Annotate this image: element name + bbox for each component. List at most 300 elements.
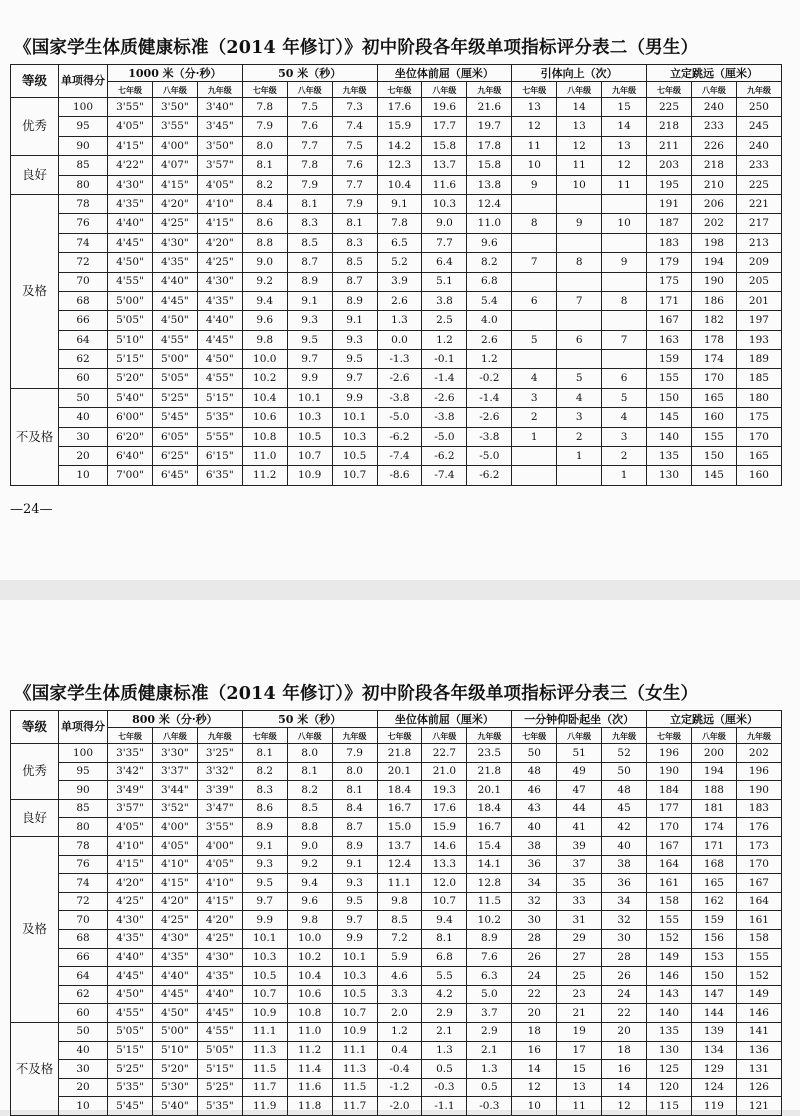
value-cell: 3'45" <box>197 117 242 136</box>
value-cell: -6.2 <box>377 427 422 446</box>
grade-year-header: 九年级 <box>736 728 781 744</box>
score-cell: 85 <box>59 799 108 818</box>
value-cell: 11.0 <box>242 447 287 466</box>
value-cell: -0.3 <box>422 1078 467 1097</box>
value-cell: 6'00" <box>108 408 153 427</box>
value-cell: -1.2 <box>377 1078 422 1097</box>
value-cell: 7'00" <box>108 466 153 485</box>
value-cell: 6'05" <box>152 427 197 446</box>
value-cell: 8 <box>602 291 647 310</box>
score-cell: 50 <box>59 1022 108 1041</box>
value-cell: 31 <box>557 911 602 930</box>
value-cell: 10.2 <box>242 369 287 388</box>
value-cell: 11.8 <box>287 1097 332 1116</box>
value-cell: 165 <box>691 388 736 407</box>
value-cell: -2.6 <box>467 408 512 427</box>
value-cell: 10 <box>512 156 557 175</box>
value-cell: 4'30" <box>152 233 197 252</box>
value-cell: 4'15" <box>152 175 197 194</box>
value-cell: 11 <box>602 175 647 194</box>
value-cell: 10.4 <box>287 967 332 986</box>
value-cell: 8.0 <box>332 762 377 781</box>
table-row <box>11 929 782 948</box>
value-cell: 3'35" <box>108 744 153 763</box>
value-cell: 5'15" <box>108 350 153 369</box>
value-cell: 188 <box>691 781 736 800</box>
table-title: 《国家学生体质健康标准（2014 年修订）》初中阶段各年级单项指标评分表二（男生） <box>14 38 699 58</box>
value-cell: 1 <box>602 466 647 485</box>
value-cell: 4'55" <box>197 369 242 388</box>
value-cell: 8.9 <box>332 836 377 855</box>
grade-year-header: 八年级 <box>557 728 602 744</box>
value-cell: 4'25" <box>108 892 153 911</box>
value-cell: 5'05" <box>108 311 153 330</box>
value-cell: 130 <box>647 466 692 485</box>
grade-year-header: 七年级 <box>242 728 287 744</box>
value-cell: -0.3 <box>467 1097 512 1116</box>
grade-label: 不及格 <box>11 388 59 485</box>
value-cell: 4'40" <box>108 948 153 967</box>
value-cell: 136 <box>736 1041 781 1060</box>
value-cell: 9.3 <box>287 311 332 330</box>
value-cell: 40 <box>512 818 557 837</box>
value-cell: 15 <box>602 98 647 117</box>
value-cell: 8.5 <box>287 233 332 252</box>
value-cell: 170 <box>691 369 736 388</box>
value-cell: 4.0 <box>467 311 512 330</box>
test-group-header: 引体向上（次） <box>512 65 647 82</box>
value-cell: 2.5 <box>422 311 467 330</box>
value-cell: 19.6 <box>422 98 467 117</box>
value-cell: 15.4 <box>467 836 512 855</box>
value-cell: 5'35" <box>197 408 242 427</box>
value-cell: 170 <box>647 818 692 837</box>
value-cell: 8.0 <box>287 744 332 763</box>
value-cell: 141 <box>736 1022 781 1041</box>
grade-year-header: 八年级 <box>422 82 467 98</box>
table-row <box>11 1004 782 1023</box>
value-cell: 5.5 <box>422 967 467 986</box>
score-cell: 90 <box>59 136 108 155</box>
table-row <box>11 408 782 427</box>
value-cell: 34 <box>512 874 557 893</box>
value-cell <box>557 194 602 213</box>
value-cell: 7.9 <box>332 744 377 763</box>
value-cell: -8.6 <box>377 466 422 485</box>
value-cell: -1.3 <box>377 350 422 369</box>
value-cell: 11 <box>557 156 602 175</box>
test-group-header: 立定跳远（厘米） <box>647 711 782 728</box>
score-cell: 72 <box>59 253 108 272</box>
value-cell: 187 <box>647 214 692 233</box>
value-cell: 13.7 <box>422 156 467 175</box>
value-cell: 3'39" <box>197 781 242 800</box>
score-cell: 68 <box>59 291 108 310</box>
value-cell: 202 <box>691 214 736 233</box>
value-cell: 145 <box>647 408 692 427</box>
value-cell: 26 <box>602 967 647 986</box>
value-cell: 226 <box>691 136 736 155</box>
value-cell: 9.5 <box>287 330 332 349</box>
page-sheet-girls <box>0 600 800 1110</box>
value-cell: 9.1 <box>332 855 377 874</box>
score-cell: 20 <box>59 447 108 466</box>
value-cell: 9.1 <box>332 311 377 330</box>
value-cell <box>512 194 557 213</box>
score-cell: 72 <box>59 892 108 911</box>
value-cell: 21 <box>557 1004 602 1023</box>
value-cell: 5 <box>557 369 602 388</box>
value-cell <box>512 311 557 330</box>
value-cell: 4'50" <box>108 985 153 1004</box>
value-cell: 196 <box>736 762 781 781</box>
value-cell: 8.1 <box>332 214 377 233</box>
value-cell: 245 <box>736 117 781 136</box>
value-cell: -2.6 <box>422 388 467 407</box>
value-cell: 1.2 <box>467 350 512 369</box>
value-cell: 12 <box>602 156 647 175</box>
value-cell: 19 <box>557 1022 602 1041</box>
value-cell: 10.8 <box>287 1004 332 1023</box>
value-cell: 193 <box>736 330 781 349</box>
grade-year-header: 八年级 <box>557 82 602 98</box>
value-cell: 6'20" <box>108 427 153 446</box>
value-cell: 4'35" <box>197 291 242 310</box>
value-cell: 209 <box>736 253 781 272</box>
value-cell: 175 <box>647 272 692 291</box>
table-row <box>11 136 782 155</box>
value-cell: 8.1 <box>332 781 377 800</box>
value-cell: 11.0 <box>287 1022 332 1041</box>
value-cell: 23 <box>557 985 602 1004</box>
value-cell: 5'15" <box>108 1041 153 1060</box>
value-cell: 8.1 <box>242 744 287 763</box>
value-cell: 171 <box>691 836 736 855</box>
value-cell: 4'20" <box>197 911 242 930</box>
value-cell: 3'55" <box>152 117 197 136</box>
value-cell: 194 <box>691 253 736 272</box>
value-cell: 8.5 <box>332 253 377 272</box>
value-cell: 5'35" <box>197 1097 242 1116</box>
value-cell <box>557 272 602 291</box>
value-cell: 4'05" <box>197 175 242 194</box>
value-cell: 9.9 <box>332 929 377 948</box>
value-cell: 7 <box>512 253 557 272</box>
value-cell: 9.4 <box>242 291 287 310</box>
table-row <box>11 98 782 117</box>
table-row <box>11 967 782 986</box>
value-cell: 11.7 <box>332 1097 377 1116</box>
table-row <box>11 156 782 175</box>
score-cell: 76 <box>59 214 108 233</box>
value-cell: 135 <box>647 447 692 466</box>
value-cell: 233 <box>736 156 781 175</box>
table-row <box>11 194 782 213</box>
value-cell: 13.3 <box>422 855 467 874</box>
value-cell: 4'45" <box>152 985 197 1004</box>
value-cell: 9.0 <box>287 836 332 855</box>
value-cell: 7.9 <box>242 117 287 136</box>
value-cell: -0.1 <box>422 350 467 369</box>
table-row <box>11 744 782 763</box>
value-cell: 9.3 <box>242 855 287 874</box>
score-cell: 74 <box>59 874 108 893</box>
value-cell: 158 <box>736 929 781 948</box>
grade-year-header: 八年级 <box>152 82 197 98</box>
value-cell: 22 <box>602 1004 647 1023</box>
value-cell: 8.5 <box>287 799 332 818</box>
grade-year-header: 九年级 <box>736 82 781 98</box>
value-cell: 10.0 <box>242 350 287 369</box>
value-cell: 5'55" <box>197 427 242 446</box>
value-cell: 129 <box>691 1060 736 1079</box>
value-cell: 2.9 <box>467 1022 512 1041</box>
value-cell: 5.1 <box>422 272 467 291</box>
value-cell: 6.8 <box>467 272 512 291</box>
value-cell: 10.1 <box>287 388 332 407</box>
value-cell: 181 <box>691 799 736 818</box>
score-cell: 30 <box>59 1060 108 1079</box>
score-cell: 64 <box>59 330 108 349</box>
value-cell: 9.2 <box>287 855 332 874</box>
value-cell: 10.3 <box>242 948 287 967</box>
value-cell: 8.9 <box>242 818 287 837</box>
table-row <box>11 836 782 855</box>
value-cell: 1 <box>512 427 557 446</box>
value-cell: 3 <box>557 408 602 427</box>
value-cell: 18 <box>602 1041 647 1060</box>
table-row <box>11 1022 782 1041</box>
value-cell: 5.9 <box>377 948 422 967</box>
value-cell: 202 <box>736 744 781 763</box>
value-cell: 7.6 <box>467 948 512 967</box>
value-cell: 9.1 <box>242 836 287 855</box>
table-row <box>11 291 782 310</box>
value-cell: 35 <box>557 874 602 893</box>
value-cell: 48 <box>512 762 557 781</box>
value-cell: 206 <box>691 194 736 213</box>
value-cell: 4'55" <box>152 330 197 349</box>
value-cell: 161 <box>647 874 692 893</box>
value-cell: 7.8 <box>377 214 422 233</box>
value-cell: 18.4 <box>377 781 422 800</box>
value-cell: 10.2 <box>287 948 332 967</box>
value-cell: 11.2 <box>287 1041 332 1060</box>
value-cell: 4'00" <box>152 136 197 155</box>
value-cell: 167 <box>647 836 692 855</box>
value-cell: 200 <box>691 744 736 763</box>
value-cell: -2.0 <box>377 1097 422 1116</box>
score-header: 单项得分 <box>59 65 108 98</box>
value-cell: 12.3 <box>377 156 422 175</box>
grade-header: 等级 <box>11 65 59 98</box>
table-row <box>11 1060 782 1079</box>
value-cell: -6.2 <box>422 447 467 466</box>
score-cell: 10 <box>59 466 108 485</box>
value-cell: 10.5 <box>332 985 377 1004</box>
value-cell: 164 <box>647 855 692 874</box>
value-cell: 11.5 <box>332 1078 377 1097</box>
value-cell: 33 <box>557 892 602 911</box>
value-cell: 6 <box>602 369 647 388</box>
value-cell: 8.1 <box>422 929 467 948</box>
value-cell: 1.3 <box>467 1060 512 1079</box>
value-cell: 4.2 <box>422 985 467 1004</box>
value-cell: 21.6 <box>467 98 512 117</box>
value-cell: 14 <box>557 98 602 117</box>
value-cell <box>602 272 647 291</box>
table-row <box>11 1078 782 1097</box>
value-cell: 8.3 <box>287 214 332 233</box>
value-cell: 195 <box>647 175 692 194</box>
value-cell: 2 <box>512 408 557 427</box>
value-cell: 9.9 <box>287 369 332 388</box>
score-cell: 80 <box>59 175 108 194</box>
value-cell: 140 <box>647 1004 692 1023</box>
value-cell: 6'25" <box>152 447 197 466</box>
value-cell: 3'50" <box>152 98 197 117</box>
value-cell: 7.7 <box>332 175 377 194</box>
value-cell: -3.8 <box>467 427 512 446</box>
value-cell: 3'40" <box>197 98 242 117</box>
value-cell: 4'10" <box>197 194 242 213</box>
table-row <box>11 214 782 233</box>
value-cell: -2.6 <box>377 369 422 388</box>
value-cell: 9.1 <box>377 194 422 213</box>
value-cell: 183 <box>736 799 781 818</box>
value-cell <box>602 311 647 330</box>
value-cell: 10.7 <box>422 892 467 911</box>
value-cell: 8.2 <box>242 762 287 781</box>
value-cell: 41 <box>557 818 602 837</box>
value-cell: 40 <box>602 836 647 855</box>
value-cell: 3'30" <box>152 744 197 763</box>
value-cell: 0.5 <box>422 1060 467 1079</box>
value-cell: 36 <box>602 874 647 893</box>
value-cell: 8 <box>557 253 602 272</box>
value-cell: 8.2 <box>287 781 332 800</box>
value-cell: 10.3 <box>332 427 377 446</box>
value-cell: 9.7 <box>332 911 377 930</box>
value-cell: 15.8 <box>422 136 467 155</box>
value-cell: 221 <box>736 194 781 213</box>
value-cell: 4'05" <box>152 836 197 855</box>
value-cell: 50 <box>512 744 557 763</box>
value-cell: 46 <box>512 781 557 800</box>
value-cell: 160 <box>691 408 736 427</box>
value-cell: 19.3 <box>422 781 467 800</box>
value-cell: 10.4 <box>242 388 287 407</box>
value-cell: 4'50" <box>152 311 197 330</box>
value-cell: 15.9 <box>422 818 467 837</box>
value-cell: 10.0 <box>287 929 332 948</box>
value-cell: 32 <box>512 892 557 911</box>
value-cell: 38 <box>512 836 557 855</box>
value-cell: 155 <box>647 911 692 930</box>
value-cell: 17.6 <box>422 799 467 818</box>
value-cell: 165 <box>736 447 781 466</box>
value-cell: 2.1 <box>422 1022 467 1041</box>
value-cell: 196 <box>647 744 692 763</box>
value-cell: 10.7 <box>287 447 332 466</box>
value-cell: 218 <box>691 156 736 175</box>
value-cell: 12 <box>557 136 602 155</box>
value-cell: 150 <box>691 447 736 466</box>
value-cell: 9.5 <box>332 350 377 369</box>
table-row <box>11 272 782 291</box>
value-cell: 189 <box>736 350 781 369</box>
value-cell: 34 <box>602 892 647 911</box>
value-cell: 6'35" <box>197 466 242 485</box>
value-cell: 13.7 <box>377 836 422 855</box>
value-cell: 8.9 <box>332 291 377 310</box>
value-cell: 15 <box>557 1060 602 1079</box>
grade-year-header: 七年级 <box>647 728 692 744</box>
value-cell: 9.4 <box>287 874 332 893</box>
score-table <box>10 64 782 486</box>
value-cell: 201 <box>736 291 781 310</box>
value-cell: 1.3 <box>422 1041 467 1060</box>
value-cell: 5'20" <box>152 1060 197 1079</box>
value-cell: 1.2 <box>422 330 467 349</box>
value-cell: 4'10" <box>197 874 242 893</box>
grade-label: 优秀 <box>11 98 59 156</box>
value-cell: 119 <box>691 1097 736 1116</box>
value-cell: 9.0 <box>242 253 287 272</box>
value-cell: 4'35" <box>152 253 197 272</box>
value-cell: 4 <box>512 369 557 388</box>
value-cell: 170 <box>736 427 781 446</box>
value-cell: 20.1 <box>467 781 512 800</box>
grade-year-header: 九年级 <box>602 728 647 744</box>
value-cell: 8 <box>512 214 557 233</box>
grade-year-header: 七年级 <box>108 728 153 744</box>
value-cell: 12.0 <box>422 874 467 893</box>
value-cell: 10.1 <box>332 948 377 967</box>
table-row <box>11 762 782 781</box>
value-cell: 42 <box>602 818 647 837</box>
table-row <box>11 233 782 252</box>
grade-year-header: 九年级 <box>332 82 377 98</box>
value-cell: 155 <box>647 369 692 388</box>
score-cell: 74 <box>59 233 108 252</box>
value-cell: 4'25" <box>152 911 197 930</box>
score-cell: 100 <box>59 98 108 117</box>
value-cell: -3.8 <box>422 408 467 427</box>
value-cell: 5'05" <box>152 369 197 388</box>
value-cell: 155 <box>736 948 781 967</box>
value-cell: 178 <box>691 330 736 349</box>
value-cell: 9.3 <box>332 874 377 893</box>
value-cell: 190 <box>647 762 692 781</box>
value-cell: 120 <box>647 1078 692 1097</box>
table-row <box>11 1041 782 1060</box>
value-cell: 9.8 <box>287 911 332 930</box>
value-cell: 4'50" <box>197 350 242 369</box>
value-cell: 8.1 <box>242 156 287 175</box>
value-cell: 5'25" <box>197 1078 242 1097</box>
value-cell: 211 <box>647 136 692 155</box>
grade-year-header: 七年级 <box>512 82 557 98</box>
value-cell: 3'32" <box>197 762 242 781</box>
value-cell: 11.1 <box>242 1022 287 1041</box>
value-cell: 2 <box>557 427 602 446</box>
score-cell: 40 <box>59 1041 108 1060</box>
value-cell: 4'45" <box>197 330 242 349</box>
value-cell: 4'45" <box>152 291 197 310</box>
value-cell: 8.7 <box>332 272 377 291</box>
value-cell <box>557 311 602 330</box>
